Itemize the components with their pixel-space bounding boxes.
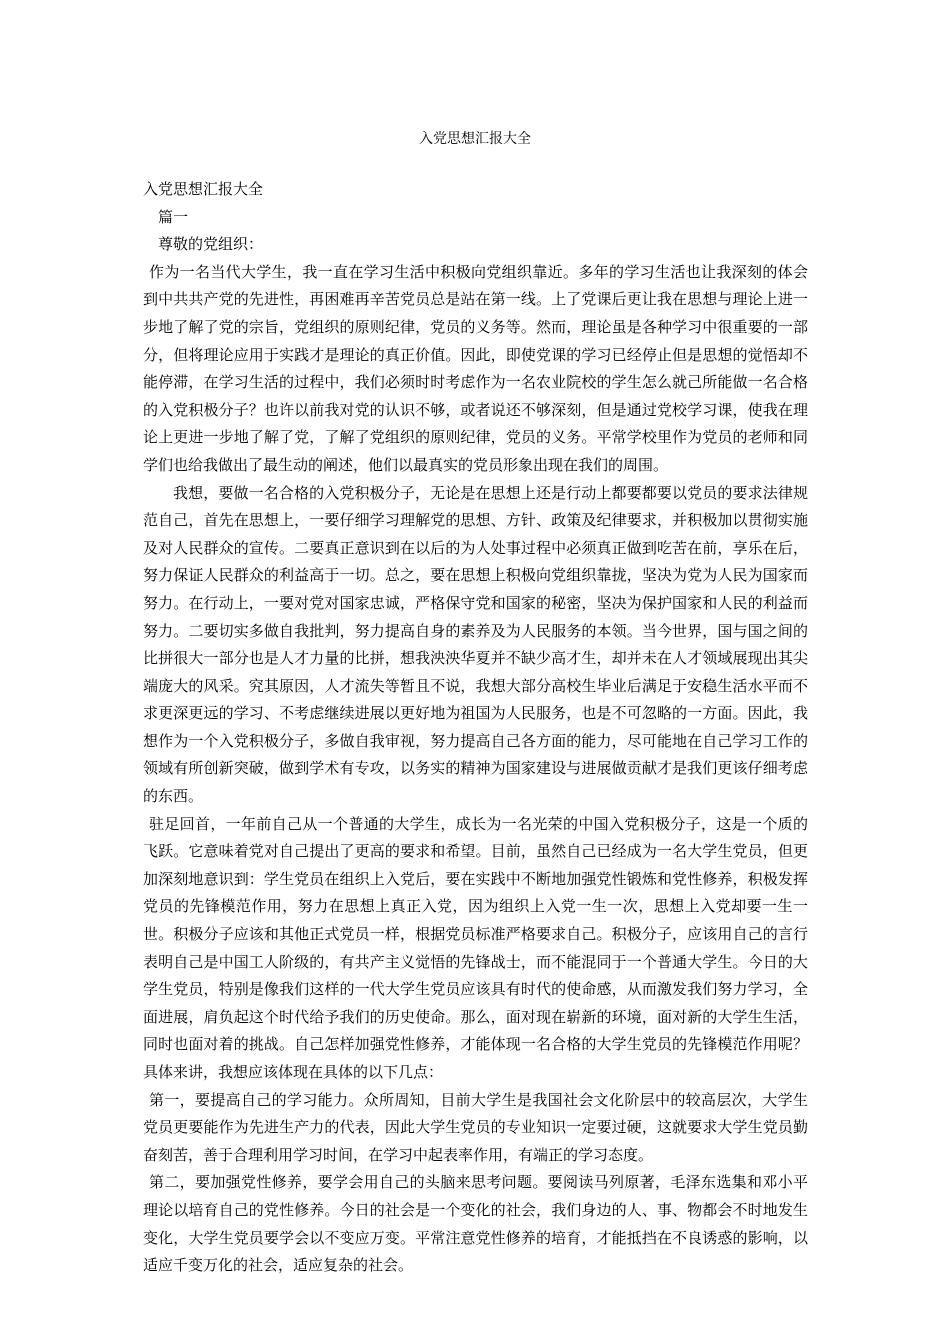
paragraph-1: 作为一名当代大学生，我一直在学习生活中积极向党组织靠近。多年的学习生活也让我深刻的体会到中共共产党的先进性，再困难再辛苦党员总是站在第一线。上了党课后更让我在思想与理论上进一步地了解了党的宗旨，党组织的原则纪律，党员的义务等。然而，理论虽是各种学习中很重要的一部分，但将理论应用于实践才是理论的真正价值。因此，即使党课的学习已经停止但是思想的觉悟却不能停滞，在学习生活的过程中，我们必须时时考虑作为一名农业院校的学生怎么就己所能做一名合格的入党积极分子？也许以前我对党的认识不够，或者说还不够深刻，但是通过党校学习课，使我在理论上更进一步地了解了党，了解了党组织的原则纪律，党员的义务。平常学校里作为党员的老师和同学们也给我做出了最生动的阐述，他们以最真实的党员形象出现在我们的周围。 [143, 262, 808, 474]
section-heading: 篇一 [158, 207, 189, 226]
paragraph-3: 驻足回首，一年前自己从一个普通的大学生，成长为一名光荣的中国入党积极分子，这是一个质的飞跃。它意味着党对自己提出了更高的要求和希望。目前，虽然自己已经成为一名大学生党员，但更加深刻地意识到：学生党员在组织上入党后，要在实践中不断地加强党性锻炼和党性修养，积极发挥党员的先锋模范作用，努力在思想上真正入党，因为组织上入党一生一次，思想上入党却要一生一世。积极分子应该和其他正式党员一样，根据党员标准严格要求自己。积极分子，应该用自己的言行表明自己是中国工人阶级的，有共产主义觉悟的先锋战士，而不能混同于一个普通大学生。今日的大学生党员，特别是像我们这样的一代大学生党员应该具有时代的使命感，从而激发我们努力学习，全面进展，肩负起这个时代给予我们的历史使命。那么，面对现在崭新的环境，面对新的大学生生活，同时也面对着的挑战。自己怎样加强党性修养，才能体现一名合格的大学生党员的先锋模范作用呢？具体来讲，我想应该体现在具体的以下几点： [143, 814, 808, 1081]
paragraph-2: 我想，要做一名合格的入党积极分子，无论是在思想上还是行动上都要都要以党员的要求法律规范自己，首先在思想上，一要仔细学习理解党的思想、方针、政策及纪律要求，并积极加以贯彻实施及对人民群众的宣传。二要真正意识到在以后的为人处事过程中必须真正做到吃苦在前，享乐在后，努力保证人民群众的利益高于一切。总之，要在思想上积极向党组织靠拢，坚决为党为人民为国家而努力。在行动上，一要对党对国家忠诚，严格保守党和国家的秘密，坚决为保护国家和人民的利益而努力。二要切实多做自我批判，努力提高自身的素养及为人民服务的本领。当今世界，国与国之间的比拼很大一部分也是人才力量的比拼，想我泱泱华夏并不缺少高才生，却并未在人才领域展现出其尖端庞大的风采。究其原因，人才流失等暂且不说，我想大部分高校生毕业后满足于安稳生活水平而不求更深更远的学习、不考虑继续进展以更好地为祖国为人民服务，也是不可忽略的一方面。因此，我想作为一个入党积极分子，多做自我审视，努力提高自己各方面的能力，尽可能地在自己学习工作的领域有所创新突破，做到学术有专攻，以务实的精神为国家建设与进展做贡献才是我们更该仔细考虑的东西。 [143, 483, 808, 806]
document-body [143, 176, 808, 1280]
document-subtitle: 入党思想汇报大全 [143, 180, 264, 198]
salutation: 尊敬的党组织： [158, 235, 264, 254]
document-title: 入党思想汇报大全 [419, 131, 531, 147]
paragraph-5: 第二，要加强党性修养，要学会用自己的头脑来思考问题。要阅读马列原著，毛泽东选集和邓小平理论以培育自己的党性修养。今日的社会是一个变化的社会，我们身边的人、事、物都会不时地发生变化，大学生党员要学会以不变应万变。平常注意党性修养的培育，才能抵挡在不良诱惑的影响，以适应千变万化的社会，适应复杂的社会。 [143, 1173, 808, 1275]
paragraph-4: 第一，要提高自己的学习能力。众所周知，目前大学生是我国社会文化阶层中的较高层次，大学生党员更要能作为先进生产力的代表，因此大学生党员的专业知识一定要过硬，这就要求大学生党员勤奋刻苦，善于合理利用学习时间，在学习中起表率作用，有端正的学习态度。 [143, 1090, 808, 1164]
